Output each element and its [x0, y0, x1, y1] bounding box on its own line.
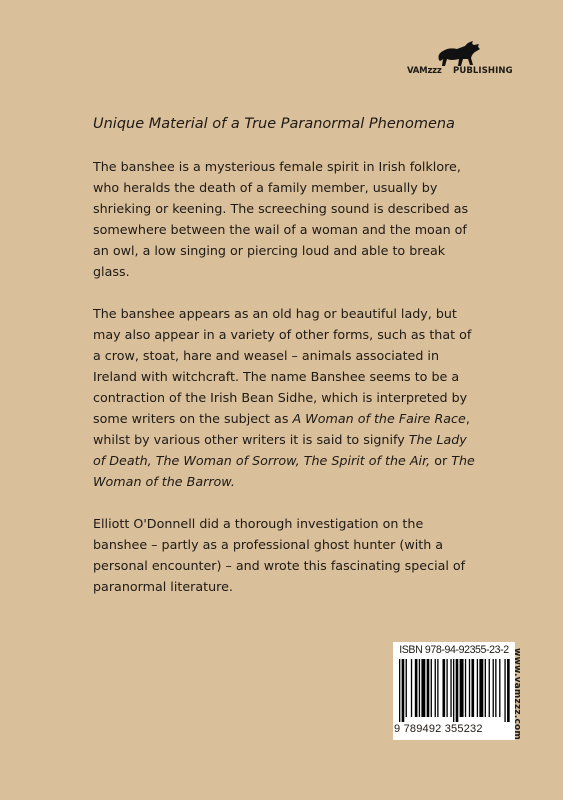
paragraph-2: [93, 303, 475, 492]
publisher-logo: [407, 40, 527, 78]
paragraph-2-italic-1: A Woman of the Faire Race: [292, 411, 466, 426]
goat-icon: [435, 40, 483, 68]
publisher-name-left: VAMzzz: [407, 66, 442, 76]
paragraph-3: Elliott O'Donnell did a thorough investigation on the banshee – partly as a professional ghost hunter (with a personal encounter) – and wrote this fascinating special of paranormal literature.: [93, 516, 466, 594]
tagline: Unique Material of a True Paranormal Phenomena: [93, 116, 455, 132]
paragraph-2-italic-2: The Lady of Death, The Woman of Sorrow, The Spirit of the Air,: [93, 432, 467, 468]
paragraph-1: The banshee is a mysterious female spirit in Irish folklore, who heralds the death of a family member, usually by shrieking or keening. The screeching sound is described as somewhere between the wail of a woman and the moan of an owl, a low singing or piercing loud and able to break glass.: [93, 159, 469, 279]
paragraph-2-italic-3: The Woman of the Barrow.: [93, 453, 475, 489]
publisher-name-right: PUBLISHING: [453, 66, 513, 76]
barcode-bars: [399, 659, 511, 722]
barcode: [393, 642, 515, 740]
back-cover-text: [93, 114, 475, 618]
barcode-digits: 9 789492 355232: [394, 723, 483, 735]
paragraph-2-text-a: The banshee appears as an old hag or beautiful lady, but may also appear in a variety of other forms, such as that of a crow, stoat, hare and weasel – animals associated in Ireland with witchcraft. The name Banshee seems to be a contraction of the Irish Bean Sidhe, which is interpreted by some writers on the subject as: [93, 306, 472, 426]
paragraph-2-text-b: , whilst by various other writers it is said to signify: [93, 411, 470, 447]
isbn-number: ISBN 978-94-92355-23-2: [399, 644, 509, 656]
paragraph-2-text-c: or: [430, 453, 452, 468]
website-url: www.vamzzz.com: [512, 648, 522, 740]
